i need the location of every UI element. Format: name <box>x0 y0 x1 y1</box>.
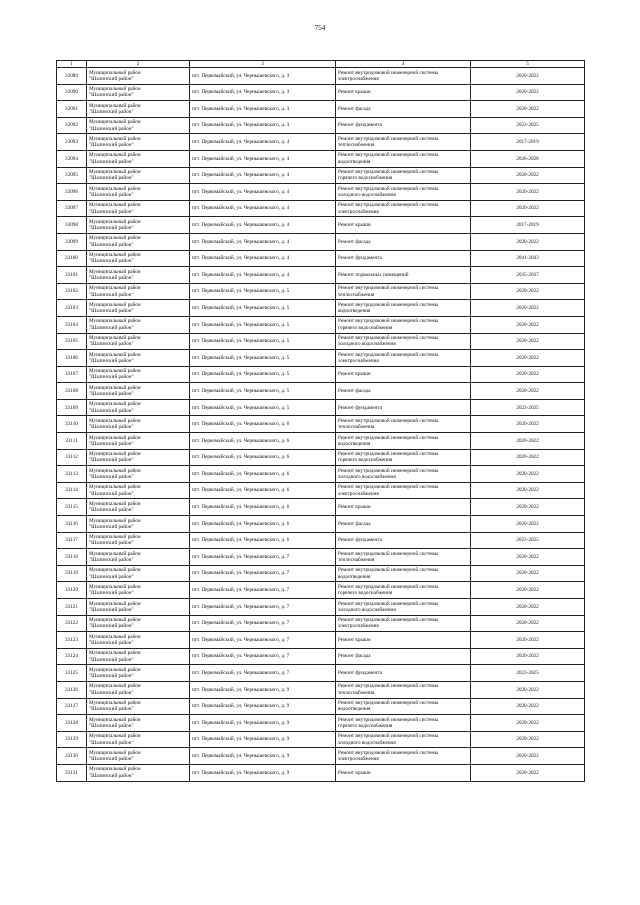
address-cell: пгт. Первомайский, ул. Чернышевского, д. 4 <box>190 233 336 250</box>
period-cell: 2020-2022 <box>471 68 585 85</box>
address-cell: пгт. Первомайский, ул. Чернышевского, д. 6 <box>190 499 336 516</box>
table-row <box>57 117 585 134</box>
municipality-cell: Муниципальный район "Шалинский район" <box>87 101 190 118</box>
municipality-cell: Муниципальный район "Шалинский район" <box>87 748 190 765</box>
work-type-cell: Ремонт внутридомовой инженерной системы электроснабжения <box>336 482 471 499</box>
period-cell: 2020-2022 <box>471 350 585 367</box>
address-cell: пгт. Первомайский, ул. Чернышевского, д. 4 <box>190 167 336 184</box>
address-cell: пгт. Первомайский, ул. Чернышевского, д. 7 <box>190 665 336 682</box>
row-number-cell: 33108 <box>57 383 87 400</box>
period-cell: 2020-2022 <box>471 366 585 383</box>
table-row <box>57 233 585 250</box>
municipality-cell: Муниципальный район "Шалинский район" <box>87 648 190 665</box>
work-type-cell: Ремонт подвальных помещений <box>336 267 471 284</box>
table-row <box>57 466 585 483</box>
row-number-cell: 33104 <box>57 316 87 333</box>
municipality-cell: Муниципальный район "Шалинский район" <box>87 217 190 234</box>
column-number: 5 <box>471 61 585 68</box>
table-row <box>57 283 585 300</box>
address-cell: пгт. Первомайский, ул. Чернышевского, д. 5 <box>190 316 336 333</box>
work-type-cell: Ремонт фасада <box>336 516 471 533</box>
table-row <box>57 399 585 416</box>
table-row <box>57 698 585 715</box>
row-number-cell: 33114 <box>57 482 87 499</box>
period-cell: 2020-2022 <box>471 316 585 333</box>
municipality-cell: Муниципальный район "Шалинский район" <box>87 350 190 367</box>
period-cell: 2023-2025 <box>471 117 585 134</box>
municipality-cell: Муниципальный район "Шалинский район" <box>87 549 190 566</box>
municipality-cell: Муниципальный район "Шалинский район" <box>87 532 190 549</box>
table-row <box>57 615 585 632</box>
work-type-cell: Ремонт внутридомовой инженерной системы теплоснабжения <box>336 549 471 566</box>
column-number: 1 <box>57 61 87 68</box>
work-type-cell: Ремонт крыши <box>336 217 471 234</box>
table-row <box>57 516 585 533</box>
address-cell: пгт. Первомайский, ул. Чернышевского, д. 6 <box>190 416 336 433</box>
period-cell: 2020-2022 <box>471 482 585 499</box>
table-row <box>57 383 585 400</box>
municipality-cell: Муниципальный район "Шалинский район" <box>87 665 190 682</box>
municipality-cell: Муниципальный район "Шалинский район" <box>87 200 190 217</box>
address-cell: пгт. Первомайский, ул. Чернышевского, д. 3 <box>190 101 336 118</box>
address-cell: пгт. Первомайский, ул. Чернышевского, д. 5 <box>190 333 336 350</box>
period-cell: 2020-2022 <box>471 283 585 300</box>
municipality-cell: Муниципальный район "Шалинский район" <box>87 698 190 715</box>
address-cell: пгт. Первомайский, ул. Чернышевского, д. 6 <box>190 516 336 533</box>
table-row <box>57 366 585 383</box>
address-cell: пгт. Первомайский, ул. Чернышевского, д. 3 <box>190 68 336 85</box>
address-cell: пгт. Первомайский, ул. Чернышевского, д. 7 <box>190 549 336 566</box>
row-number-cell: 33127 <box>57 698 87 715</box>
table-row <box>57 565 585 582</box>
municipality-cell: Муниципальный район "Шалинский район" <box>87 632 190 649</box>
period-cell: 2020-2022 <box>471 233 585 250</box>
address-cell: пгт. Первомайский, ул. Чернышевского, д. 4 <box>190 150 336 167</box>
table-row <box>57 433 585 450</box>
row-number-cell: 33117 <box>57 532 87 549</box>
table-row <box>57 764 585 781</box>
period-cell: 2020-2022 <box>471 565 585 582</box>
period-cell: 2020-2022 <box>471 715 585 732</box>
period-cell: 2020-2022 <box>471 449 585 466</box>
municipality-cell: Муниципальный район "Шалинский район" <box>87 283 190 300</box>
work-type-cell: Ремонт внутридомовой инженерной системы теплоснабжения <box>336 283 471 300</box>
municipality-cell: Муниципальный район "Шалинский район" <box>87 267 190 284</box>
address-cell: пгт. Первомайский, ул. Чернышевского, д. 3 <box>190 117 336 134</box>
row-number-cell: 33119 <box>57 565 87 582</box>
work-type-cell: Ремонт внутридомовой инженерной системы холодного водоснабжения <box>336 731 471 748</box>
row-number-cell: 33103 <box>57 300 87 317</box>
work-type-cell: Ремонт внутридомовой инженерной системы холодного водоснабжения <box>336 184 471 201</box>
row-number-cell: 33120 <box>57 582 87 599</box>
municipality-cell: Муниципальный район "Шалинский район" <box>87 68 190 85</box>
row-number-cell: 33123 <box>57 632 87 649</box>
address-cell: пгт. Первомайский, ул. Чернышевского, д. 6 <box>190 433 336 450</box>
row-number-cell: 33092 <box>57 117 87 134</box>
table-row <box>57 449 585 466</box>
period-cell: 2023-2025 <box>471 532 585 549</box>
municipality-cell: Муниципальный район "Шалинский район" <box>87 167 190 184</box>
address-cell: пгт. Первомайский, ул. Чернышевского, д. 7 <box>190 599 336 616</box>
table-row <box>57 316 585 333</box>
address-cell: пгт. Первомайский, ул. Чернышевского, д. 4 <box>190 184 336 201</box>
work-type-cell: Ремонт крыши <box>336 84 471 101</box>
address-cell: пгт. Первомайский, ул. Чернышевского, д. 6 <box>190 532 336 549</box>
municipality-cell: Муниципальный район "Шалинский район" <box>87 233 190 250</box>
table-row <box>57 68 585 85</box>
row-number-cell: 33126 <box>57 681 87 698</box>
work-type-cell: Ремонт крыши <box>336 366 471 383</box>
work-type-cell: Ремонт внутридомовой инженерной системы горячего водоснабжения <box>336 582 471 599</box>
row-number-cell: 33090 <box>57 84 87 101</box>
period-cell: 2020-2022 <box>471 764 585 781</box>
address-cell: пгт. Первомайский, ул. Чернышевского, д. 5 <box>190 300 336 317</box>
row-number-cell: 33091 <box>57 101 87 118</box>
table-row <box>57 200 585 217</box>
work-type-cell: Ремонт внутридомовой инженерной системы холодного водоснабжения <box>336 466 471 483</box>
period-cell: 2020-2022 <box>471 681 585 698</box>
period-cell: 2023-2025 <box>471 399 585 416</box>
period-cell: 2020-2022 <box>471 433 585 450</box>
municipality-cell: Муниципальный район "Шалинский район" <box>87 84 190 101</box>
period-cell: 2020-2022 <box>471 599 585 616</box>
column-number: 2 <box>87 61 190 68</box>
address-cell: пгт. Первомайский, ул. Чернышевского, д. 9 <box>190 748 336 765</box>
table-row <box>57 549 585 566</box>
work-type-cell: Ремонт фундамента <box>336 532 471 549</box>
row-number-cell: 33128 <box>57 715 87 732</box>
row-number-cell: 33110 <box>57 416 87 433</box>
address-cell: пгт. Первомайский, ул. Чернышевского, д. 7 <box>190 615 336 632</box>
registry-table <box>56 60 585 782</box>
address-cell: пгт. Первомайский, ул. Чернышевского, д. 6 <box>190 482 336 499</box>
table-row <box>57 167 585 184</box>
work-type-cell: Ремонт внутридомовой инженерной системы электроснабжения <box>336 615 471 632</box>
table-row <box>57 715 585 732</box>
table-row <box>57 665 585 682</box>
table-row <box>57 416 585 433</box>
row-number-cell: 33094 <box>57 150 87 167</box>
row-number-cell: 33089 <box>57 68 87 85</box>
work-type-cell: Ремонт внутридомовой инженерной системы водоотведения <box>336 150 471 167</box>
work-type-cell: Ремонт фасада <box>336 383 471 400</box>
period-cell: 2017-2019 <box>471 134 585 151</box>
table-row <box>57 84 585 101</box>
municipality-cell: Муниципальный район "Шалинский район" <box>87 300 190 317</box>
work-type-cell: Ремонт крыши <box>336 632 471 649</box>
address-cell: пгт. Первомайский, ул. Чернышевского, д. 6 <box>190 449 336 466</box>
municipality-cell: Муниципальный район "Шалинский район" <box>87 366 190 383</box>
address-cell: пгт. Первомайский, ул. Чернышевского, д. 7 <box>190 632 336 649</box>
address-cell: пгт. Первомайский, ул. Чернышевского, д. 9 <box>190 715 336 732</box>
municipality-cell: Муниципальный район "Шалинский район" <box>87 599 190 616</box>
work-type-cell: Ремонт внутридомовой инженерной системы водоотведения <box>336 565 471 582</box>
work-type-cell: Ремонт фундамента <box>336 665 471 682</box>
row-number-cell: 33097 <box>57 200 87 217</box>
municipality-cell: Муниципальный район "Шалинский район" <box>87 250 190 267</box>
municipality-cell: Муниципальный район "Шалинский район" <box>87 399 190 416</box>
period-cell: 2026-2028 <box>471 150 585 167</box>
period-cell: 2020-2022 <box>471 698 585 715</box>
table-row <box>57 217 585 234</box>
municipality-cell: Муниципальный район "Шалинский район" <box>87 615 190 632</box>
municipality-cell: Муниципальный район "Шалинский район" <box>87 565 190 582</box>
column-number: 3 <box>190 61 336 68</box>
address-cell: пгт. Первомайский, ул. Чернышевского, д. 5 <box>190 366 336 383</box>
period-cell: 2020-2022 <box>471 101 585 118</box>
row-number-cell: 33099 <box>57 233 87 250</box>
period-cell: 2020-2022 <box>471 383 585 400</box>
table-row <box>57 150 585 167</box>
work-type-cell: Ремонт фасада <box>336 233 471 250</box>
table-row <box>57 333 585 350</box>
work-type-cell: Ремонт внутридомовой инженерной системы горячего водоснабжения <box>336 167 471 184</box>
address-cell: пгт. Первомайский, ул. Чернышевского, д. 9 <box>190 681 336 698</box>
table-row <box>57 681 585 698</box>
address-cell: пгт. Первомайский, ул. Чернышевского, д. 5 <box>190 283 336 300</box>
row-number-cell: 33107 <box>57 366 87 383</box>
municipality-cell: Муниципальный район "Шалинский район" <box>87 184 190 201</box>
address-cell: пгт. Первомайский, ул. Чернышевского, д. 3 <box>190 84 336 101</box>
work-type-cell: Ремонт внутридомовой инженерной системы горячего водоснабжения <box>336 449 471 466</box>
period-cell: 2020-2022 <box>471 333 585 350</box>
table-row <box>57 101 585 118</box>
row-number-cell: 33098 <box>57 217 87 234</box>
row-number-cell: 33106 <box>57 350 87 367</box>
address-cell: пгт. Первомайский, ул. Чернышевского, д. 5 <box>190 399 336 416</box>
row-number-cell: 33111 <box>57 433 87 450</box>
municipality-cell: Муниципальный район "Шалинский район" <box>87 582 190 599</box>
table-row <box>57 582 585 599</box>
period-cell: 2020-2022 <box>471 549 585 566</box>
period-cell: 2020-2022 <box>471 167 585 184</box>
table-body <box>57 61 585 782</box>
row-number-cell: 33121 <box>57 599 87 616</box>
table-row <box>57 748 585 765</box>
work-type-cell: Ремонт внутридомовой инженерной системы электроснабжения <box>336 68 471 85</box>
row-number-cell: 33093 <box>57 134 87 151</box>
work-type-cell: Ремонт внутридомовой инженерной системы электроснабжения <box>336 200 471 217</box>
table-row <box>57 648 585 665</box>
row-number-cell: 33113 <box>57 466 87 483</box>
period-cell: 2041-2043 <box>471 250 585 267</box>
row-number-cell: 33131 <box>57 764 87 781</box>
period-cell: 2020-2022 <box>471 632 585 649</box>
row-number-cell: 33100 <box>57 250 87 267</box>
municipality-cell: Муниципальный район "Шалинский район" <box>87 416 190 433</box>
work-type-cell: Ремонт фасада <box>336 101 471 118</box>
work-type-cell: Ремонт фундамента <box>336 399 471 416</box>
address-cell: пгт. Первомайский, ул. Чернышевского, д. 7 <box>190 565 336 582</box>
work-type-cell: Ремонт внутридомовой инженерной системы холодного водоснабжения <box>336 333 471 350</box>
row-number-cell: 33101 <box>57 267 87 284</box>
row-number-cell: 33122 <box>57 615 87 632</box>
table-row <box>57 731 585 748</box>
work-type-cell: Ремонт внутридомовой инженерной системы теплоснабжения <box>336 416 471 433</box>
row-number-cell: 33115 <box>57 499 87 516</box>
work-type-cell: Ремонт фасада <box>336 648 471 665</box>
municipality-cell: Муниципальный район "Шалинский район" <box>87 383 190 400</box>
work-type-cell: Ремонт крыши <box>336 499 471 516</box>
municipality-cell: Муниципальный район "Шалинский район" <box>87 715 190 732</box>
municipality-cell: Муниципальный район "Шалинский район" <box>87 150 190 167</box>
work-type-cell: Ремонт внутридомовой инженерной системы водоотведения <box>336 698 471 715</box>
table-row <box>57 499 585 516</box>
row-number-cell: 33130 <box>57 748 87 765</box>
address-cell: пгт. Первомайский, ул. Чернышевского, д. 4 <box>190 200 336 217</box>
address-cell: пгт. Первомайский, ул. Чернышевского, д. 4 <box>190 134 336 151</box>
table-row <box>57 300 585 317</box>
work-type-cell: Ремонт внутридомовой инженерной системы холодного водоснабжения <box>336 599 471 616</box>
period-cell: 2020-2022 <box>471 499 585 516</box>
municipality-cell: Муниципальный район "Шалинский район" <box>87 681 190 698</box>
address-cell: пгт. Первомайский, ул. Чернышевского, д. 7 <box>190 582 336 599</box>
page-number: 754 <box>314 24 326 32</box>
row-number-cell: 33112 <box>57 449 87 466</box>
table-row <box>57 482 585 499</box>
row-number-cell: 33095 <box>57 167 87 184</box>
table-row <box>57 267 585 284</box>
municipality-cell: Муниципальный район "Шалинский район" <box>87 516 190 533</box>
table-row <box>57 184 585 201</box>
table-row <box>57 134 585 151</box>
period-cell: 2020-2022 <box>471 200 585 217</box>
work-type-cell: Ремонт фундамента <box>336 250 471 267</box>
period-cell: 2020-2022 <box>471 731 585 748</box>
period-cell: 2020-2022 <box>471 466 585 483</box>
row-number-cell: 33129 <box>57 731 87 748</box>
column-number-row <box>57 61 585 68</box>
address-cell: пгт. Первомайский, ул. Чернышевского, д. 6 <box>190 466 336 483</box>
table-row <box>57 599 585 616</box>
period-cell: 2017-2019 <box>471 217 585 234</box>
period-cell: 2020-2022 <box>471 748 585 765</box>
municipality-cell: Муниципальный район "Шалинский район" <box>87 731 190 748</box>
row-number-cell: 33116 <box>57 516 87 533</box>
address-cell: пгт. Первомайский, ул. Чернышевского, д. 5 <box>190 383 336 400</box>
period-cell: 2020-2022 <box>471 416 585 433</box>
work-type-cell: Ремонт внутридомовой инженерной системы горячего водоснабжения <box>336 715 471 732</box>
municipality-cell: Муниципальный район "Шалинский район" <box>87 449 190 466</box>
row-number-cell: 33118 <box>57 549 87 566</box>
period-cell: 2020-2022 <box>471 184 585 201</box>
period-cell: 2020-2022 <box>471 615 585 632</box>
address-cell: пгт. Первомайский, ул. Чернышевского, д. 9 <box>190 731 336 748</box>
municipality-cell: Муниципальный район "Шалинский район" <box>87 134 190 151</box>
row-number-cell: 33105 <box>57 333 87 350</box>
work-type-cell: Ремонт внутридомовой инженерной системы горячего водоснабжения <box>336 316 471 333</box>
work-type-cell: Ремонт внутридомовой инженерной системы теплоснабжения <box>336 681 471 698</box>
address-cell: пгт. Первомайский, ул. Чернышевского, д. 5 <box>190 350 336 367</box>
municipality-cell: Муниципальный район "Шалинский район" <box>87 499 190 516</box>
table-row <box>57 532 585 549</box>
municipality-cell: Муниципальный район "Шалинский район" <box>87 316 190 333</box>
address-cell: пгт. Первомайский, ул. Чернышевского, д. 4 <box>190 267 336 284</box>
period-cell: 2035-2037 <box>471 267 585 284</box>
row-number-cell: 33096 <box>57 184 87 201</box>
municipality-cell: Муниципальный район "Шалинский район" <box>87 433 190 450</box>
work-type-cell: Ремонт внутридомовой инженерной системы водоотведения <box>336 300 471 317</box>
table-row <box>57 350 585 367</box>
table-row <box>57 250 585 267</box>
address-cell: пгт. Первомайский, ул. Чернышевского, д. 9 <box>190 764 336 781</box>
work-type-cell: Ремонт внутридомовой инженерной системы теплоснабжения <box>336 134 471 151</box>
address-cell: пгт. Первомайский, ул. Чернышевского, д. 9 <box>190 698 336 715</box>
work-type-cell: Ремонт крыши <box>336 764 471 781</box>
row-number-cell: 33125 <box>57 665 87 682</box>
period-cell: 2020-2022 <box>471 582 585 599</box>
work-type-cell: Ремонт внутридомовой инженерной системы электроснабжения <box>336 350 471 367</box>
municipality-cell: Муниципальный район "Шалинский район" <box>87 764 190 781</box>
municipality-cell: Муниципальный район "Шалинский район" <box>87 482 190 499</box>
column-number: 4 <box>336 61 471 68</box>
address-cell: пгт. Первомайский, ул. Чернышевского, д. 7 <box>190 648 336 665</box>
period-cell: 2023-2025 <box>471 665 585 682</box>
period-cell: 2020-2022 <box>471 300 585 317</box>
work-type-cell: Ремонт внутридомовой инженерной системы водоотведения <box>336 433 471 450</box>
municipality-cell: Муниципальный район "Шалинский район" <box>87 117 190 134</box>
period-cell: 2020-2022 <box>471 648 585 665</box>
address-cell: пгт. Первомайский, ул. Чернышевского, д. 4 <box>190 217 336 234</box>
row-number-cell: 33109 <box>57 399 87 416</box>
address-cell: пгт. Первомайский, ул. Чернышевского, д. 4 <box>190 250 336 267</box>
work-type-cell: Ремонт внутридомовой инженерной системы электроснабжения <box>336 748 471 765</box>
row-number-cell: 33124 <box>57 648 87 665</box>
table-row <box>57 632 585 649</box>
row-number-cell: 33102 <box>57 283 87 300</box>
period-cell: 2020-2022 <box>471 516 585 533</box>
work-type-cell: Ремонт фундамента <box>336 117 471 134</box>
municipality-cell: Муниципальный район "Шалинский район" <box>87 466 190 483</box>
municipality-cell: Муниципальный район "Шалинский район" <box>87 333 190 350</box>
period-cell: 2020-2022 <box>471 84 585 101</box>
